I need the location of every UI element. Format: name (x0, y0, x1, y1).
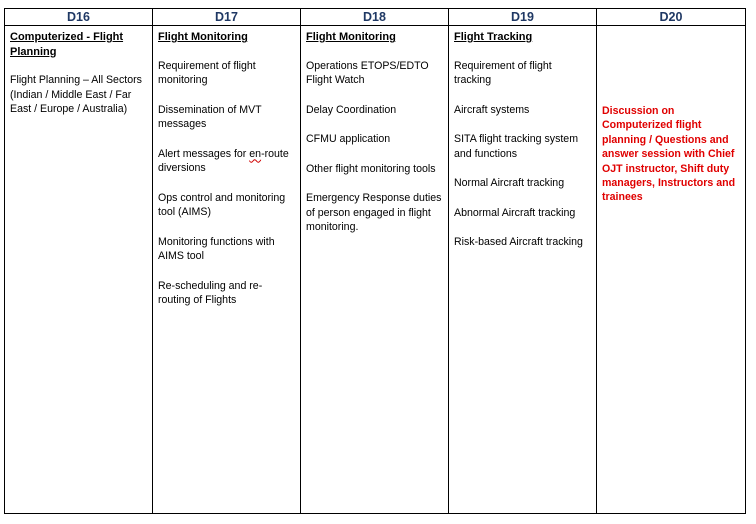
topic-item: CFMU application (306, 133, 391, 145)
topic-title: Computerized - Flight Planning (10, 31, 124, 58)
day-header-d19: D19 (449, 9, 597, 26)
topic-title: Flight Monitoring (306, 31, 396, 43)
topic-item: Delay Coordination (306, 103, 397, 116)
day-cell-d19 (449, 26, 597, 514)
topic-item-alert (158, 147, 294, 176)
day-cell-d20 (597, 26, 746, 514)
day-header-d18: D18 (301, 9, 449, 26)
topic-item: Abnormal Aircraft tracking (454, 206, 576, 219)
topic-title: Flight Tracking (454, 31, 533, 43)
topic-item: Requirement of flight monitoring (158, 59, 256, 86)
topic-title: Flight Monitoring (158, 31, 248, 43)
topic-item: Operations ETOPS/EDTO Flight Watch (306, 59, 429, 86)
discussion-text: Discussion on Computerized flight planning / Questions and answer session with Chief OJT instructor, Shift duty managers, Instructors and trainees (602, 105, 736, 204)
day-header-d17: D17 (153, 9, 301, 26)
topic-item: Other flight monitoring tools (306, 162, 436, 175)
topic-item: Requirement of flight tracking (454, 59, 552, 86)
alert-suffix: -route diversions (158, 147, 289, 174)
day-header-d16: D16 (5, 9, 153, 26)
day-header-row (5, 9, 746, 26)
day-cell-d16 (5, 26, 153, 514)
topic-item: Risk-based Aircraft tracking (454, 236, 583, 248)
day-cell-d17 (153, 26, 301, 514)
day-cell-d18 (301, 26, 449, 514)
training-schedule-table (4, 8, 746, 514)
topic-item: Flight Planning – All Sectors (Indian / Middle East / Far East / Europe / Australia) (10, 74, 142, 115)
topic-item: Ops control and monitoring tool (AIMS) (158, 191, 286, 218)
topic-item: Monitoring functions with AIMS tool (158, 235, 275, 262)
alert-prefix: Alert messages for (158, 147, 250, 160)
topic-item: SITA flight tracking system and functions (454, 133, 579, 160)
topic-item: Emergency Response duties of person engaged in flight monitoring. (306, 192, 442, 233)
topic-item: Re-scheduling and re-routing of Flights (158, 279, 263, 306)
day-header-d20: D20 (597, 9, 746, 26)
topic-item: Dissemination of MVT messages (158, 103, 262, 130)
topic-item: Aircraft systems (454, 103, 530, 116)
topic-item: Normal Aircraft tracking (454, 177, 565, 189)
misspelled-word: en (249, 147, 262, 160)
content-row (5, 26, 746, 514)
